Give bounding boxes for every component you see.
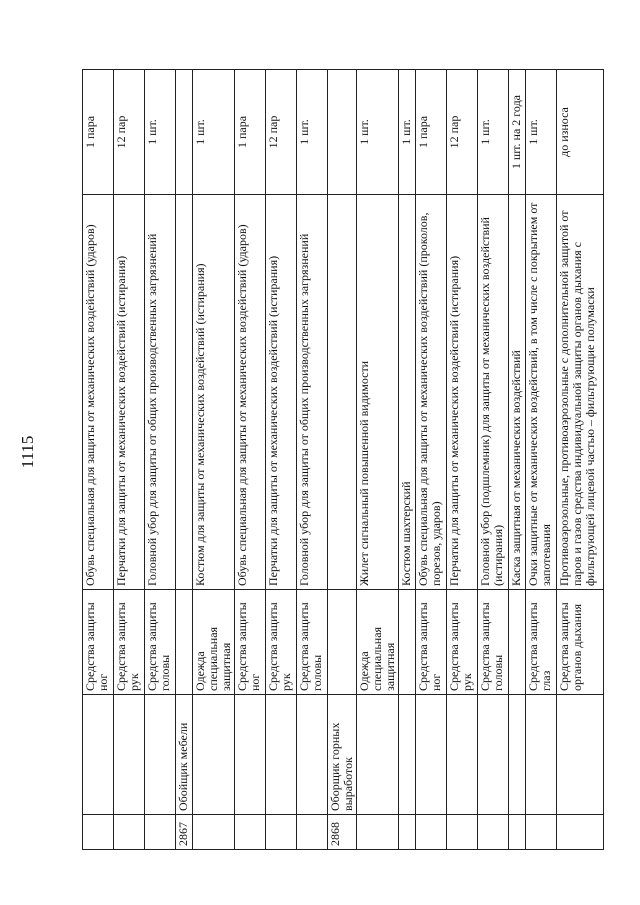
- table-row: [399, 70, 416, 850]
- issue-norm: 1 шт.: [193, 70, 235, 195]
- table-row: [509, 70, 526, 850]
- ppe-category: Средства защиты ног: [83, 590, 114, 695]
- ppe-item: Противоаэрозольные, противоаэрозольные с дополнительной защитой от паров и газов средства индивидуальной защиты органов дыхания с фильтрующей лицевой частью – фильтрующие полумаски: [557, 195, 604, 590]
- issue-norm: [328, 70, 357, 195]
- profession-name: [557, 695, 604, 815]
- table-row: [357, 70, 399, 850]
- ppe-item: Головной убор для защиты от общих производственных загрязнений: [145, 195, 176, 590]
- profession-name: [266, 695, 297, 815]
- ppe-item: Обувь специальная для защиты от механических воздействий (проколов, порезов, ударов): [416, 195, 447, 590]
- row-number: [145, 815, 176, 850]
- ppe-category: [176, 590, 193, 695]
- table-row: [83, 70, 114, 850]
- rotated-table-container: [82, 70, 597, 850]
- table-row: [416, 70, 447, 850]
- ppe-category: [509, 590, 526, 695]
- profession-name: Обойщик мебели: [176, 695, 193, 815]
- ppe-item: [328, 195, 357, 590]
- row-number: [509, 815, 526, 850]
- issue-norm: до износа: [557, 70, 604, 195]
- issue-norm: 1 шт.: [145, 70, 176, 195]
- ppe-category: Средства защиты головы: [297, 590, 328, 695]
- row-number: [557, 815, 604, 850]
- row-number: 2867: [176, 815, 193, 850]
- ppe-category: Средства защиты головы: [145, 590, 176, 695]
- row-number: [357, 815, 399, 850]
- ppe-category: [328, 590, 357, 695]
- ppe-item: [176, 195, 193, 590]
- row-number: [447, 815, 478, 850]
- ppe-category: Одежда специальная защитная: [357, 590, 399, 695]
- row-number: [83, 815, 114, 850]
- ppe-category: Средства защиты рук: [266, 590, 297, 695]
- ppe-item: Жилет сигнальный повышенной видимости: [357, 195, 399, 590]
- ppe-table-body: [83, 70, 604, 850]
- ppe-category: [399, 590, 416, 695]
- issue-norm: 1 пара: [416, 70, 447, 195]
- issue-norm: 1 пара: [235, 70, 266, 195]
- ppe-item: Обувь специальная для защиты от механических воздействий (ударов): [83, 195, 114, 590]
- ppe-category: Средства защиты головы: [478, 590, 509, 695]
- table-row: [478, 70, 509, 850]
- table-row: [145, 70, 176, 850]
- table-row: [176, 70, 193, 850]
- profession-name: [297, 695, 328, 815]
- ppe-category: Средства защиты ног: [416, 590, 447, 695]
- ppe-item: Перчатки для защиты от механических воздействий (истирания): [266, 195, 297, 590]
- ppe-category: Средства защиты глаз: [526, 590, 557, 695]
- ppe-item: Перчатки для защиты от механических воздействий (истирания): [114, 195, 145, 590]
- table-row: [557, 70, 604, 850]
- profession-name: [235, 695, 266, 815]
- profession-name: [509, 695, 526, 815]
- row-number: [416, 815, 447, 850]
- profession-name: [447, 695, 478, 815]
- row-number: [114, 815, 145, 850]
- table-row: [328, 70, 357, 850]
- issue-norm: 1 шт.: [399, 70, 416, 195]
- table-row: [297, 70, 328, 850]
- ppe-item: Костюм для защиты от механических воздействий (истирания): [193, 195, 235, 590]
- table-row: [266, 70, 297, 850]
- row-number: [235, 815, 266, 850]
- issue-norm: 12 пар: [447, 70, 478, 195]
- ppe-table: [82, 69, 604, 850]
- ppe-category: Средства защиты ног: [235, 590, 266, 695]
- row-number: [399, 815, 416, 850]
- issue-norm: 1 шт.: [478, 70, 509, 195]
- table-row: [526, 70, 557, 850]
- ppe-item: Перчатки для защиты от механических воздействий (истирания): [447, 195, 478, 590]
- table-row: [235, 70, 266, 850]
- table-row: [447, 70, 478, 850]
- profession-name: [145, 695, 176, 815]
- issue-norm: 12 пар: [266, 70, 297, 195]
- profession-name: [526, 695, 557, 815]
- ppe-category: Средства защиты органов дыхания: [557, 590, 604, 695]
- ppe-category: Средства защиты рук: [114, 590, 145, 695]
- row-number: [478, 815, 509, 850]
- issue-norm: 1 шт.: [526, 70, 557, 195]
- issue-norm: 1 шт. на 2 года: [509, 70, 526, 195]
- ppe-item: Костюм шахтерский: [399, 195, 416, 590]
- issue-norm: [176, 70, 193, 195]
- issue-norm: 1 шт.: [297, 70, 328, 195]
- ppe-item: Головной убор (подшлемник) для защиты от механических воздействий (истирания): [478, 195, 509, 590]
- profession-name: [478, 695, 509, 815]
- profession-name: Оборщик горных выработок: [328, 695, 357, 815]
- table-row: [193, 70, 235, 850]
- row-number: 2868: [328, 815, 357, 850]
- ppe-item: Очки защитные от механических воздействий, в том числе с покрытием от запотевания: [526, 195, 557, 590]
- profession-name: [83, 695, 114, 815]
- profession-name: [114, 695, 145, 815]
- profession-name: [399, 695, 416, 815]
- ppe-item: Головной убор для защиты от общих производственных загрязнений: [297, 195, 328, 590]
- row-number: [266, 815, 297, 850]
- profession-name: [193, 695, 235, 815]
- row-number: [297, 815, 328, 850]
- ppe-category: Одежда специальная защитная: [193, 590, 235, 695]
- profession-name: [416, 695, 447, 815]
- page-number: 1115: [18, 435, 37, 469]
- row-number: [193, 815, 235, 850]
- issue-norm: 1 шт.: [357, 70, 399, 195]
- ppe-item: Каска защитная от механических воздействий: [509, 195, 526, 590]
- profession-name: [357, 695, 399, 815]
- issue-norm: 1 пара: [83, 70, 114, 195]
- row-number: [526, 815, 557, 850]
- table-area: [82, 70, 597, 850]
- issue-norm: 12 пар: [114, 70, 145, 195]
- ppe-category: Средства защиты рук: [447, 590, 478, 695]
- ppe-item: Обувь специальная для защиты от механических воздействий (ударов): [235, 195, 266, 590]
- table-row: [114, 70, 145, 850]
